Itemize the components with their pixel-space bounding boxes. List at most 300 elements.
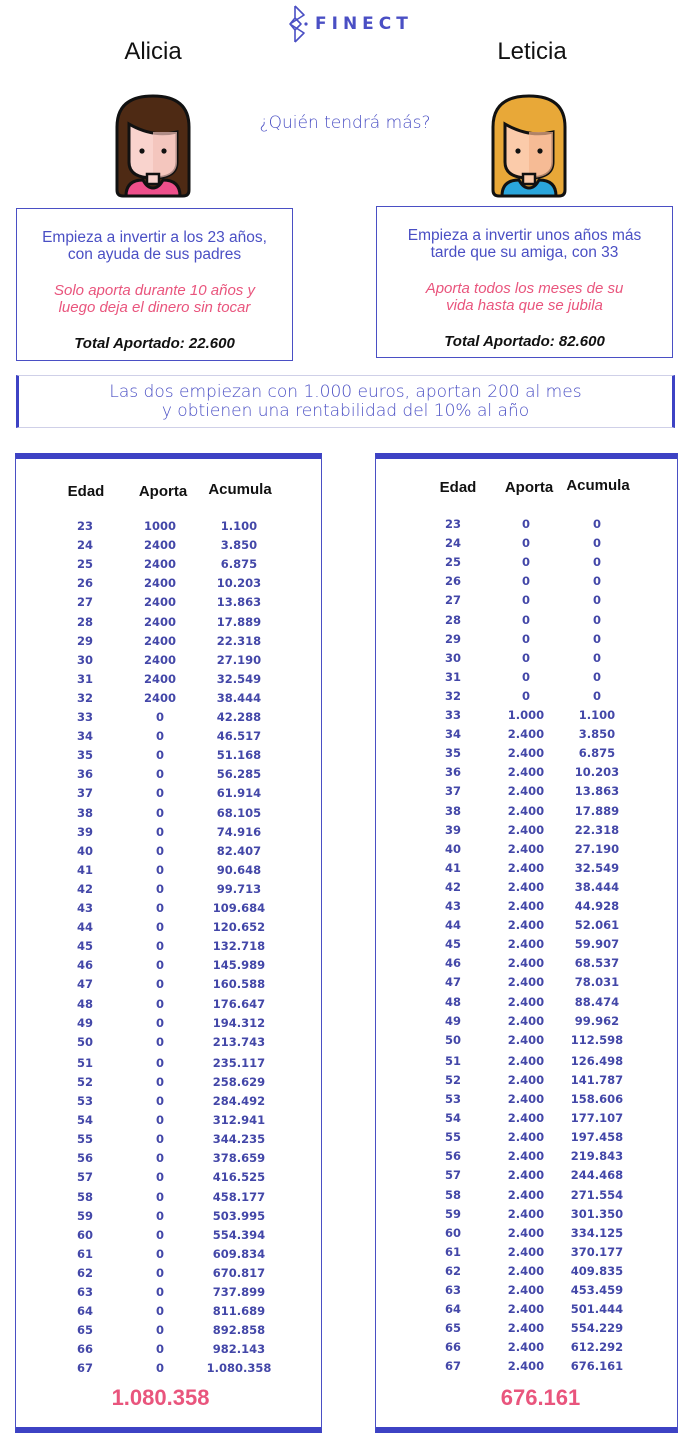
total-contributed: Total Aportado: 82.600 xyxy=(444,333,605,350)
table-row xyxy=(16,1342,321,1361)
cell-edad: 58 xyxy=(444,1187,461,1202)
cell-acumula: 68.105 xyxy=(216,805,262,820)
cell-aporta: 2400 xyxy=(143,633,176,648)
table-row xyxy=(16,1247,321,1266)
table-row xyxy=(376,613,677,632)
cell-aporta: 2.400 xyxy=(507,1032,545,1047)
cell-aporta: 2.400 xyxy=(507,1359,545,1374)
cell-aporta: 2.400 xyxy=(507,1130,545,1145)
table-row xyxy=(376,1321,677,1340)
final-total: 676.161 xyxy=(500,1385,581,1410)
table-row xyxy=(16,1266,321,1285)
cell-aporta: 2400 xyxy=(143,595,176,610)
table-row xyxy=(16,1016,321,1035)
cell-edad: 28 xyxy=(444,612,461,627)
cell-aporta: 2.400 xyxy=(507,879,545,894)
cell-edad: 53 xyxy=(76,1094,93,1108)
cell-acumula: 378.659 xyxy=(212,1151,266,1166)
cell-acumula: 82.407 xyxy=(216,843,262,858)
cell-acumula: 1.100 xyxy=(220,519,258,533)
cell-edad: 23 xyxy=(444,517,461,531)
cell-edad: 27 xyxy=(444,593,461,608)
cell-acumula: 0 xyxy=(592,612,601,627)
cell-aporta: 0 xyxy=(155,901,164,915)
table-row xyxy=(376,1073,677,1092)
cell-edad: 33 xyxy=(444,708,461,722)
cell-acumula: 158.606 xyxy=(570,1092,624,1106)
column-header-aporta: Aporta xyxy=(504,479,554,496)
cell-aporta: 0 xyxy=(521,517,530,531)
cell-acumula: 670.817 xyxy=(212,1265,266,1280)
cell-aporta: 0 xyxy=(155,1246,164,1261)
table-row xyxy=(16,1209,321,1228)
cell-acumula: 370.177 xyxy=(570,1244,624,1259)
cell-aporta: 2.400 xyxy=(507,727,545,742)
table-row xyxy=(376,765,677,784)
cell-aporta: 2400 xyxy=(143,690,176,705)
cell-aporta: 0 xyxy=(155,729,164,744)
table-row xyxy=(376,1226,677,1245)
cell-aporta: 2.400 xyxy=(507,994,545,1009)
table-row xyxy=(16,920,321,939)
cell-aporta: 0 xyxy=(521,688,530,703)
cell-edad: 31 xyxy=(76,671,93,686)
cell-edad: 35 xyxy=(76,748,93,763)
cell-edad: 42 xyxy=(444,879,461,894)
cell-aporta: 0 xyxy=(155,996,164,1011)
cell-aporta: 2.400 xyxy=(507,1187,545,1202)
cell-edad: 27 xyxy=(76,595,93,610)
cell-acumula: 141.787 xyxy=(570,1072,624,1087)
table-row xyxy=(16,1228,321,1247)
cell-aporta: 0 xyxy=(155,1034,164,1049)
finect-logo-icon xyxy=(287,4,309,44)
cell-edad: 40 xyxy=(444,841,461,856)
cell-acumula: 68.537 xyxy=(574,956,620,971)
table-row xyxy=(376,937,677,956)
cell-acumula: 51.168 xyxy=(216,748,262,763)
table-row xyxy=(376,823,677,842)
cell-acumula: 10.203 xyxy=(574,765,620,780)
cell-aporta: 2.400 xyxy=(507,1302,545,1317)
table-leticia xyxy=(375,453,678,1433)
cell-aporta: 1.000 xyxy=(507,708,545,722)
cell-acumula: 609.834 xyxy=(212,1246,266,1261)
cell-aporta: 2.400 xyxy=(507,746,545,761)
cell-edad: 49 xyxy=(76,1015,93,1030)
cell-acumula: 13.863 xyxy=(574,784,620,799)
table-row xyxy=(376,1130,677,1149)
cell-aporta: 0 xyxy=(521,612,530,627)
cell-edad: 30 xyxy=(444,650,461,665)
cell-aporta: 0 xyxy=(521,536,530,551)
cell-aporta: 0 xyxy=(155,767,164,782)
cell-edad: 64 xyxy=(76,1304,93,1319)
cell-edad: 33 xyxy=(76,710,93,724)
cell-edad: 39 xyxy=(444,822,461,837)
description-line: Empieza a invertir a los 23 años, xyxy=(42,229,267,246)
table-row xyxy=(376,670,677,689)
cell-aporta: 0 xyxy=(155,1094,164,1108)
cell-edad: 41 xyxy=(444,860,461,875)
cell-acumula: 78.031 xyxy=(574,975,620,990)
cell-edad: 64 xyxy=(444,1302,461,1317)
cell-aporta: 2.400 xyxy=(507,937,545,952)
cell-acumula: 90.648 xyxy=(216,862,262,877)
cell-edad: 40 xyxy=(76,843,93,858)
cell-edad: 46 xyxy=(76,958,93,973)
cell-aporta: 2.400 xyxy=(507,1225,545,1240)
cell-edad: 65 xyxy=(444,1321,461,1336)
cell-edad: 26 xyxy=(444,574,461,589)
column-header-aporta: Aporta xyxy=(138,483,188,500)
cell-aporta: 0 xyxy=(155,1227,164,1242)
cell-acumula: 344.235 xyxy=(212,1132,266,1147)
cell-edad: 66 xyxy=(444,1340,461,1355)
cell-acumula: 334.125 xyxy=(570,1225,624,1240)
cell-acumula: 6.875 xyxy=(578,746,616,761)
table-row xyxy=(376,1245,677,1264)
table-row xyxy=(16,1304,321,1323)
table-row xyxy=(376,574,677,593)
cell-edad: 36 xyxy=(76,767,93,782)
cell-acumula: 13.863 xyxy=(216,595,262,610)
cell-edad: 67 xyxy=(76,1361,93,1376)
cell-edad: 24 xyxy=(444,536,461,551)
cell-acumula: 554.394 xyxy=(212,1227,266,1242)
table-row xyxy=(16,615,321,634)
cell-edad: 37 xyxy=(444,784,461,799)
card-description xyxy=(17,229,292,263)
cell-edad: 56 xyxy=(76,1151,93,1166)
table-row xyxy=(16,1132,321,1151)
table-row xyxy=(376,1264,677,1283)
cell-edad: 32 xyxy=(76,690,93,705)
table-row xyxy=(16,806,321,825)
woman-blonde-hair-icon xyxy=(489,92,569,200)
cell-edad: 32 xyxy=(444,688,461,703)
cell-aporta: 2400 xyxy=(143,538,176,553)
finect-logo xyxy=(287,4,413,44)
cell-edad: 56 xyxy=(444,1149,461,1164)
profile-card-alicia xyxy=(16,208,293,361)
cell-acumula: 892.858 xyxy=(212,1323,266,1338)
description-line: tarde que su amiga, con 33 xyxy=(430,244,619,261)
cell-edad: 25 xyxy=(76,557,93,572)
cell-edad: 46 xyxy=(444,956,461,971)
table-row xyxy=(376,1149,677,1168)
table-row xyxy=(376,1033,677,1052)
cell-acumula: 145.989 xyxy=(212,958,266,973)
table-row xyxy=(376,708,677,727)
table-row xyxy=(376,593,677,612)
cell-acumula: 46.517 xyxy=(216,729,262,744)
column-header-edad: Edad xyxy=(67,483,105,500)
description-line: con ayuda de sus padres xyxy=(67,246,242,263)
table-row xyxy=(16,1323,321,1342)
cell-acumula: 982.143 xyxy=(212,1342,266,1357)
cell-edad: 51 xyxy=(444,1053,461,1068)
cell-aporta: 2.400 xyxy=(507,1168,545,1183)
cell-edad: 62 xyxy=(444,1263,461,1278)
cell-edad: 41 xyxy=(76,862,93,877)
cell-edad: 29 xyxy=(444,631,461,646)
card-description xyxy=(377,227,672,261)
cell-edad: 45 xyxy=(444,937,461,952)
card-detail xyxy=(17,282,292,316)
card-detail xyxy=(377,280,672,314)
cell-edad: 50 xyxy=(444,1032,461,1047)
cell-edad: 26 xyxy=(76,576,93,591)
cell-edad: 59 xyxy=(444,1206,461,1221)
cell-acumula: 213.743 xyxy=(212,1034,266,1049)
cell-edad: 44 xyxy=(444,918,461,933)
table-row xyxy=(16,634,321,653)
table-row xyxy=(376,899,677,918)
cell-aporta: 0 xyxy=(155,1342,164,1357)
cell-acumula: 0 xyxy=(592,574,601,589)
cell-edad: 38 xyxy=(76,805,93,820)
cell-acumula: 56.285 xyxy=(216,767,262,782)
cell-edad: 31 xyxy=(444,669,461,684)
table-row xyxy=(16,519,321,538)
cell-acumula: 271.554 xyxy=(570,1187,624,1202)
cell-aporta: 0 xyxy=(155,1208,164,1223)
cell-acumula: 22.318 xyxy=(216,633,262,648)
cell-acumula: 409.835 xyxy=(570,1263,624,1278)
table-row xyxy=(376,861,677,880)
cell-acumula: 74.916 xyxy=(216,824,262,839)
cell-acumula: 112.598 xyxy=(570,1032,624,1047)
cell-aporta: 0 xyxy=(155,958,164,973)
cell-edad: 35 xyxy=(444,746,461,761)
cell-acumula: 0 xyxy=(592,631,601,646)
cell-acumula: 3.850 xyxy=(578,727,616,742)
table-row xyxy=(16,1075,321,1094)
cell-aporta: 0 xyxy=(155,1055,164,1070)
cell-acumula: 235.117 xyxy=(212,1055,266,1070)
cell-aporta: 2.400 xyxy=(507,899,545,913)
cell-aporta: 0 xyxy=(155,1170,164,1185)
table-row xyxy=(16,1190,321,1209)
cell-edad: 55 xyxy=(76,1132,93,1147)
cell-acumula: 27.190 xyxy=(216,652,262,667)
cell-acumula: 88.474 xyxy=(574,994,620,1009)
cell-aporta: 2.400 xyxy=(507,784,545,799)
cell-edad: 30 xyxy=(76,652,93,667)
cell-acumula: 501.444 xyxy=(570,1302,624,1317)
cell-acumula: 0 xyxy=(592,555,601,570)
table-row xyxy=(16,653,321,672)
cell-aporta: 2400 xyxy=(143,614,176,629)
cell-edad: 66 xyxy=(76,1342,93,1357)
detail-line: luego deja el dinero sin tocar xyxy=(58,299,251,316)
cell-acumula: 59.907 xyxy=(574,937,620,952)
table-row xyxy=(16,1170,321,1189)
cell-acumula: 99.713 xyxy=(216,881,262,896)
cell-edad: 39 xyxy=(76,824,93,839)
cell-aporta: 0 xyxy=(521,574,530,589)
table-row xyxy=(16,672,321,691)
cell-acumula: 0 xyxy=(592,517,601,531)
cell-edad: 61 xyxy=(76,1246,93,1261)
table-row xyxy=(376,1092,677,1111)
cell-aporta: 0 xyxy=(521,669,530,684)
table-row xyxy=(376,1188,677,1207)
cell-edad: 23 xyxy=(76,519,93,533)
cell-acumula: 219.843 xyxy=(570,1149,624,1164)
cell-edad: 43 xyxy=(444,899,461,913)
cell-edad: 57 xyxy=(76,1170,93,1185)
cell-acumula: 176.647 xyxy=(212,996,266,1011)
cell-aporta: 0 xyxy=(155,881,164,896)
table-row xyxy=(16,710,321,729)
cell-edad: 51 xyxy=(76,1055,93,1070)
cell-aporta: 2.400 xyxy=(507,1149,545,1164)
cell-edad: 65 xyxy=(76,1323,93,1338)
table-row xyxy=(376,1283,677,1302)
table-row xyxy=(16,1035,321,1054)
cell-acumula: 676.161 xyxy=(570,1359,624,1374)
cell-acumula: 17.889 xyxy=(574,803,620,818)
cell-edad: 34 xyxy=(76,729,93,744)
profile-card-leticia xyxy=(376,206,673,358)
logo-text: FINECT xyxy=(315,14,413,34)
person-name-leticia: Leticia xyxy=(497,38,567,65)
cell-acumula: 42.288 xyxy=(216,710,262,724)
cell-acumula: 10.203 xyxy=(216,576,262,591)
cell-aporta: 0 xyxy=(155,1132,164,1147)
cell-aporta: 0 xyxy=(521,650,530,665)
cell-aporta: 2.400 xyxy=(507,1340,545,1355)
woman-brown-hair-icon xyxy=(113,92,193,200)
cell-edad: 24 xyxy=(76,538,93,553)
cell-edad: 47 xyxy=(76,977,93,992)
cell-aporta: 2400 xyxy=(143,671,176,686)
cell-acumula: 132.718 xyxy=(212,939,266,954)
banner-line: y obtienen una rentabilidad del 10% al año xyxy=(161,401,530,421)
cell-acumula: 32.549 xyxy=(574,860,620,875)
table-row xyxy=(16,1361,321,1380)
final-total: 1.080.358 xyxy=(111,1385,210,1410)
table-row xyxy=(376,1168,677,1187)
cell-aporta: 0 xyxy=(155,977,164,992)
cell-edad: 47 xyxy=(444,975,461,990)
cell-acumula: 61.914 xyxy=(216,786,262,801)
cell-edad: 45 xyxy=(76,939,93,954)
table-row xyxy=(376,804,677,823)
cell-edad: 63 xyxy=(444,1283,461,1297)
cell-acumula: 160.588 xyxy=(212,977,266,992)
cell-aporta: 2.400 xyxy=(507,918,545,933)
cell-acumula: 612.292 xyxy=(570,1340,624,1355)
table-row xyxy=(16,997,321,1016)
cell-aporta: 2.400 xyxy=(507,841,545,856)
table-row xyxy=(376,517,677,536)
table-row xyxy=(376,784,677,803)
cell-acumula: 38.444 xyxy=(216,690,262,705)
cell-edad: 57 xyxy=(444,1168,461,1183)
cell-acumula: 99.962 xyxy=(574,1013,620,1028)
table-row xyxy=(376,1340,677,1359)
cell-edad: 55 xyxy=(444,1130,461,1145)
cell-aporta: 2.400 xyxy=(507,975,545,990)
table-row xyxy=(16,1094,321,1113)
table-row xyxy=(376,536,677,555)
cell-aporta: 2.400 xyxy=(507,1111,545,1126)
cell-edad: 49 xyxy=(444,1013,461,1028)
cell-acumula: 177.107 xyxy=(570,1111,624,1126)
table-row xyxy=(376,1054,677,1073)
cell-edad: 61 xyxy=(444,1244,461,1259)
cell-acumula: 1.100 xyxy=(578,708,616,722)
cell-edad: 48 xyxy=(444,994,461,1009)
cell-acumula: 737.899 xyxy=(212,1285,266,1299)
cell-acumula: 120.652 xyxy=(212,920,266,935)
cell-aporta: 0 xyxy=(155,805,164,820)
cell-acumula: 109.684 xyxy=(212,901,266,915)
table-row xyxy=(376,1111,677,1130)
cell-aporta: 0 xyxy=(155,939,164,954)
table-row xyxy=(16,767,321,786)
cell-aporta: 0 xyxy=(155,1304,164,1319)
table-row xyxy=(16,1113,321,1132)
cell-acumula: 503.995 xyxy=(212,1208,266,1223)
cell-acumula: 453.459 xyxy=(570,1283,624,1297)
cell-edad: 34 xyxy=(444,727,461,742)
cell-edad: 29 xyxy=(76,633,93,648)
cell-aporta: 2.400 xyxy=(507,860,545,875)
table-row xyxy=(16,557,321,576)
question-heading: ¿Quién tendrá más? xyxy=(259,113,431,133)
column-header-acumula: Acumula xyxy=(566,477,630,494)
cell-edad: 38 xyxy=(444,803,461,818)
cell-aporta: 2400 xyxy=(143,652,176,667)
table-row xyxy=(376,1014,677,1033)
cell-aporta: 2.400 xyxy=(507,822,545,837)
cell-acumula: 126.498 xyxy=(570,1053,624,1068)
cell-acumula: 244.468 xyxy=(570,1168,624,1183)
table-row xyxy=(376,995,677,1014)
table-row xyxy=(376,727,677,746)
cell-aporta: 2.400 xyxy=(507,803,545,818)
cell-acumula: 3.850 xyxy=(220,538,258,553)
cell-aporta: 2.400 xyxy=(507,1013,545,1028)
table-row xyxy=(376,842,677,861)
cell-acumula: 17.889 xyxy=(216,614,262,629)
cell-acumula: 52.061 xyxy=(574,918,620,933)
table-row xyxy=(16,977,321,996)
cell-aporta: 0 xyxy=(155,1074,164,1089)
cell-acumula: 0 xyxy=(592,536,601,551)
cell-edad: 63 xyxy=(76,1285,93,1299)
cell-edad: 44 xyxy=(76,920,93,935)
table-row xyxy=(376,1359,677,1378)
table-alicia xyxy=(15,453,322,1433)
cell-acumula: 458.177 xyxy=(212,1189,266,1204)
cell-acumula: 22.318 xyxy=(574,822,620,837)
detail-line: Solo aporta durante 10 años y xyxy=(54,282,255,299)
cell-aporta: 2.400 xyxy=(507,1053,545,1068)
cell-acumula: 6.875 xyxy=(220,557,258,572)
table-row xyxy=(16,748,321,767)
table-row xyxy=(16,863,321,882)
cell-edad: 67 xyxy=(444,1359,461,1374)
cell-acumula: 0 xyxy=(592,650,601,665)
cell-acumula: 38.444 xyxy=(574,879,620,894)
description-line: Empieza a invertir unos años más xyxy=(407,227,642,244)
cell-edad: 59 xyxy=(76,1208,93,1223)
